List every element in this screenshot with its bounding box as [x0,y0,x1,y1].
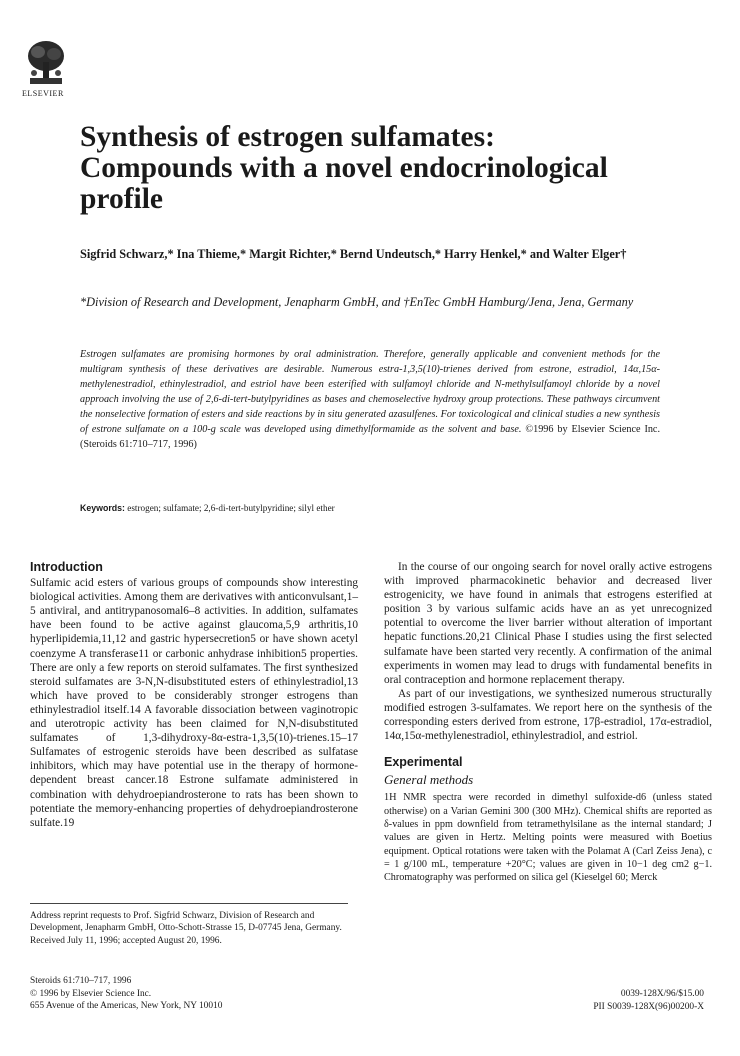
footnote-rule [30,903,348,904]
keywords-label: Keywords: [80,503,125,513]
keywords-list: estrogen; sulfamate; 2,6-di-tert-butylpyridine; silyl ether [127,503,335,513]
journal-info [30,975,360,1013]
abstract-copyright: ©1996 by Elsevier Science Inc. (Steroids 61:710–717, 1996) [80,424,660,450]
publisher-address: 655 Avenue of the Americas, New York, NY 10010 [30,1001,223,1012]
left-column [30,560,358,830]
intro-paragraph-2: In the course of our ongoing search for novel orally active estrogens with improved pharmacokinetic behavior and decreased liver estrogenicity, we have found in animals that estrogens esterified at position 3 by various sulfamic acids have an as yet unrecognized potential to overcome the liver barrier without alteration of important hepatic functions.20,21 Clinical Phase I studies using the first selected sulfamate have been started very recently. A confirmation of the animal experiments in women may lead to drugs with fundamental benefits in oral contraception and hormone replacement therapy. [384,561,712,686]
introduction-heading: Introduction [30,560,103,574]
methods-paragraph: 1H NMR spectra were recorded in dimethyl sulfoxide-d6 (unless stated otherwise) on a Varian Gemini 300 (300 MHz). Chemical shifts are reported as δ-values in ppm downfield from tetramethylsilane as the internal standard; J values are given in Hertz. Melting points were measured with Boetius equipment. Optical rotations were taken with the Polamat A (Carl Zeiss Jena), c = 1 g/100 mL, temperature +20°C; values are given in 10−1 deg cm2 g−1. Chromatography was performed on silica gel (Kieselgel 60; Merck [384,792,712,884]
right-column [384,560,712,884]
copyright-line: © 1996 by Elsevier Science Inc. [30,988,152,999]
intro-paragraph-3: As part of our investigations, we synthesized numerous structurally modified estrogen 3-sulfamates. We report here on the synthesis of the corresponding esters derived from estrone, 17β-estradiol, 17α-estradiol, 14α,15α-methylenestradiol, ethinylestradiol, and estriol. [384,687,712,743]
received-dates: Received July 11, 1996; accepted August 20, 1996. [30,935,222,946]
keywords [80,503,660,513]
author-list: Sigfrid Schwarz,* Ina Thieme,* Margit Richter,* Bernd Undeutsch,* Harry Henkel,* and Walter Elger† [80,247,627,261]
experimental-heading: Experimental [384,755,463,770]
pii-code: PII S0039-128X(96)00200-X [593,1001,704,1012]
publisher-name: ELSEVIER [22,89,64,98]
affiliation: *Division of Research and Development, Jenapharm GmbH, and †EnTec GmbH Hamburg/Jena, Jena, Germany [80,295,634,309]
abstract [80,347,660,452]
footnote [30,910,360,947]
intro-paragraph-1: Sulfamic acid esters of various groups of compounds show interesting biological activities. Among them are derivatives with anticonvulsant,1–5 antiviral, and antitrypanosomal6–8 activities. In addition, sulfamates have been found to be active against glaucoma,5,9 arthritis,10 hyperlipidemia,11,12 and gastric hypersecretion5 or have shown acetyl coenzyme A transferase11 or carbonic anhydrase inhibition5 properties. There are only a few reports on steroid sulfamates. The first synthesized steroid sulfamates are 3-N,N-disubstituted esters of ethinylestradiol,13 which have proved to be considerably stronger estrogens than ethinylestradiol itself.14 A favorable dissociation between vaginotropic and uterotropic activity has been claimed for N,N-disubstituted sulfamates of 1,3-dihydroxy-8α-estra-1,3,5(10)-trienes.15–17 Sulfamates of estrogenic steroids have been described as sulfatase inhibitors, which may have potential use in the therapy of hormone-dependent breast cancer.18 Estrone sulfamate administered in combination with dehydroepiandrosterone to rats has been shown to potentiate the memory-enhancing properties of dehydroepiandrosterone sulfate.19 [30,577,358,829]
journal-citation: Steroids 61:710–717, 1996 [30,976,132,986]
elsevier-tree-logo [26,40,66,86]
reprint-address: Address reprint requests to Prof. Sigfrid Schwarz, Division of Research and Development, Jenapharm GmbH, Otto-Schott-Strasse 15, D-07745 Jena, Germany. [30,911,342,934]
general-methods-heading: General methods [384,772,474,788]
article-title: Synthesis of estrogen sulfamates: Compounds with a novel endocrinological profile [80,121,608,215]
article-codes [593,988,704,1013]
abstract-text: Estrogen sulfamates are promising hormones by oral administration. Therefore, generally applicable and convenient methods for the multigram synthesis of these derivatives are desirable. Numerous estra-1,3,5(10)-trienes derived from estrone, estradiol, 14α,15α-methylenestradiol, ethinylestradiol, and estriol have been esterified with sulfamoyl chloride and N-methylsulfamoyl chloride by a novel approach involving the use of 2,6-di-tert-butylpyridines as bases and chemoselective hydroxy group protections. These pathways circumvent the nonselective formation of esters and side reactions by in situ generated azasulfenes. For toxicological and clinical studies a new synthesis of estrone sulfamate on a 100-g scale was developed using dimethylformamide as the solvent and base. [80,349,660,435]
issn-code: 0039-128X/96/$15.00 [620,989,704,999]
